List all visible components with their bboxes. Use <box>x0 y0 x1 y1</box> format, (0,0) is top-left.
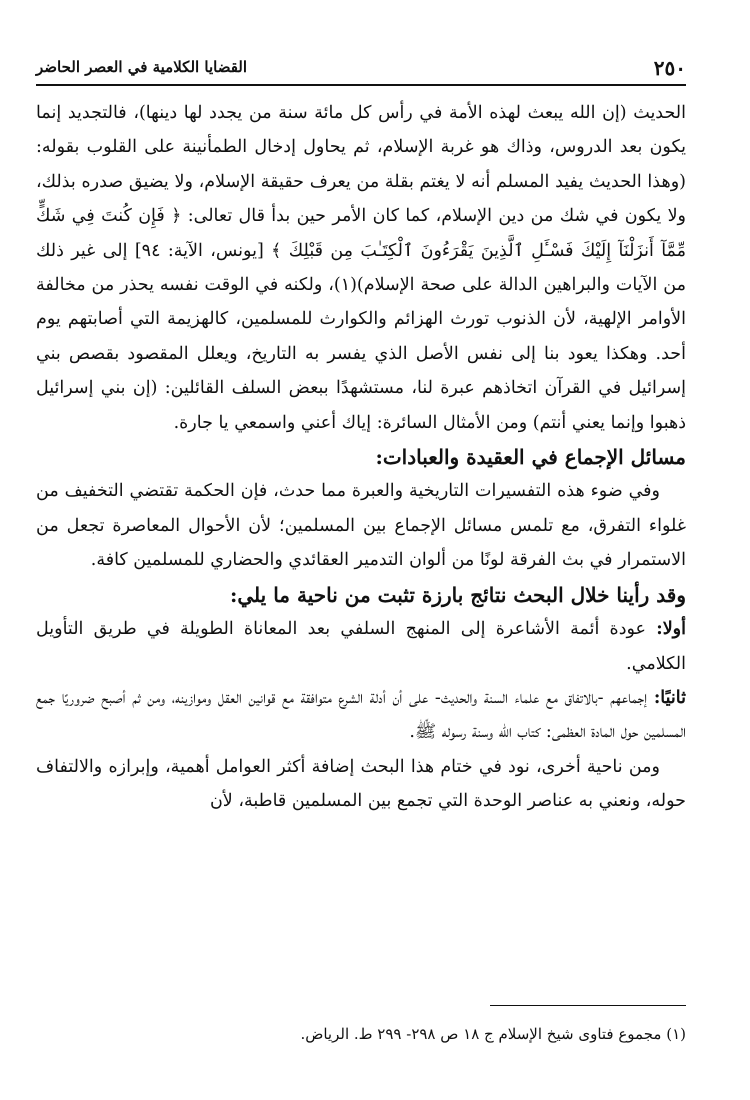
running-title: القضايا الكلامية في العصر الحاضر <box>36 58 248 76</box>
footnote-rule <box>490 1005 686 1006</box>
page-body <box>36 96 686 819</box>
paragraph-hadith-text: الحديث (إن الله يبعث لهذه الأمة في رأس كل مائة سنة من يجدد لها دينها)، فالتجديد إنما يكون بعد الدروس، وذاك هو غربة الإسلام، ثم يحاول إدخال الطمأنينة على القلوب بقوله: (وهذا الحديث يفيد المسلم أنه لا يغتم بقلة من يعرف حقيقة الإسلام، ولا يضيق صدره بذلك، ولا يكون في شك من دين الإسلام، كما كان الأمر حين بدأ قال تعالى: <box>36 103 686 227</box>
paragraph-closing: ومن ناحية أخرى، نود في ختام هذا البحث إضافة أكثر العوامل أهمية، وإبرازه والالتفاف حوله، ونعني به عناصر الوحدة التي تجمع بين المسلمين قاطبة، لأن <box>36 756 686 812</box>
point-first-text: عودة أئمة الأشاعرة إلى المنهج السلفي بعد المعاناة الطويلة في طريق التأويل الكلامي. <box>36 619 686 674</box>
point-second-text: إجماعهم -بالاتفاق مع علماء السنة والحديث- على أن أدلة الشرع متوافقة مع قوانين العقل وموازينه، ومن ثم أصبح ضروريًا جمع المسلمين حول المادة العظمى: كتاب الله وسنة رسوله ﷺ. <box>36 687 686 743</box>
point-second <box>36 681 686 750</box>
point-second-label: ثانيًا: <box>653 687 686 708</box>
paragraph-hadith <box>36 96 686 440</box>
paragraph-hadith-continuation: [يونس، الآية: ٩٤] إلى غير ذلك من الآيات والبراهين الدالة على صحة الإسلام)(١)، ولكنه في الوقت نفسه يحذر من مخالفة الأوامر الإلهية، لأن الذنوب تورث الهزائم والكوارث للمسلمين، كالهزيمة التي أصابتهم يوم أحد. وهكذا يعود بنا إلى نفس الأصل الذي يفسر به التاريخ، ويعلل المقصود بقصص بني إسرائيل في القرآن اتخاذهم عبرة لنا، مستشهدًا ببعض السلف القائلين: (إن بني إسرائيل ذهبوا وإنما يعني أنتم) ومن الأمثال السائرة: إياك أعني واسمعي يا جارة. <box>36 240 687 433</box>
header-rule <box>36 84 686 86</box>
point-first-label: أولا: <box>656 619 686 640</box>
section-heading-consensus: مسائل الإجماع في العقيدة والعبادات: <box>375 445 686 470</box>
quran-verse: ﴿ فَإِن كُنتَ فِي شَكٍّ مِّمَّآ أَنزَلْنَآ إِلَيْكَ فَسْـَٔلِ ٱلَّذِينَ يَقْرَءُونَ ٱلْكِتَـٰبَ مِن قَبْلِكَ ﴾ <box>36 206 687 261</box>
section-heading-results: وقد رأينا خلال البحث نتائج بارزة تثبت من ناحية ما يلي: <box>230 582 686 607</box>
footnote: (١) مجموع فتاوى شيخ الإسلام ج ١٨ ص ٢٩٨- ٢٩٩ ط. الرياض. <box>300 1025 686 1043</box>
page-number: ٢٥٠ <box>653 56 686 80</box>
page-header <box>36 56 686 82</box>
point-first <box>36 612 686 681</box>
paragraph-consensus: وفي ضوء هذه التفسيرات التاريخية والعبرة مما حدث، فإن الحكمة تقتضي التخفيف من غلواء التفرق، مع تلمس مسائل الإجماع بين المسلمين؛ لأن الأحوال المعاصرة تجعل من الاستمرار في بث الفرقة لونًا من ألوان التدمير العقائدي والحضاري للمسلمين كافة. <box>36 481 686 571</box>
